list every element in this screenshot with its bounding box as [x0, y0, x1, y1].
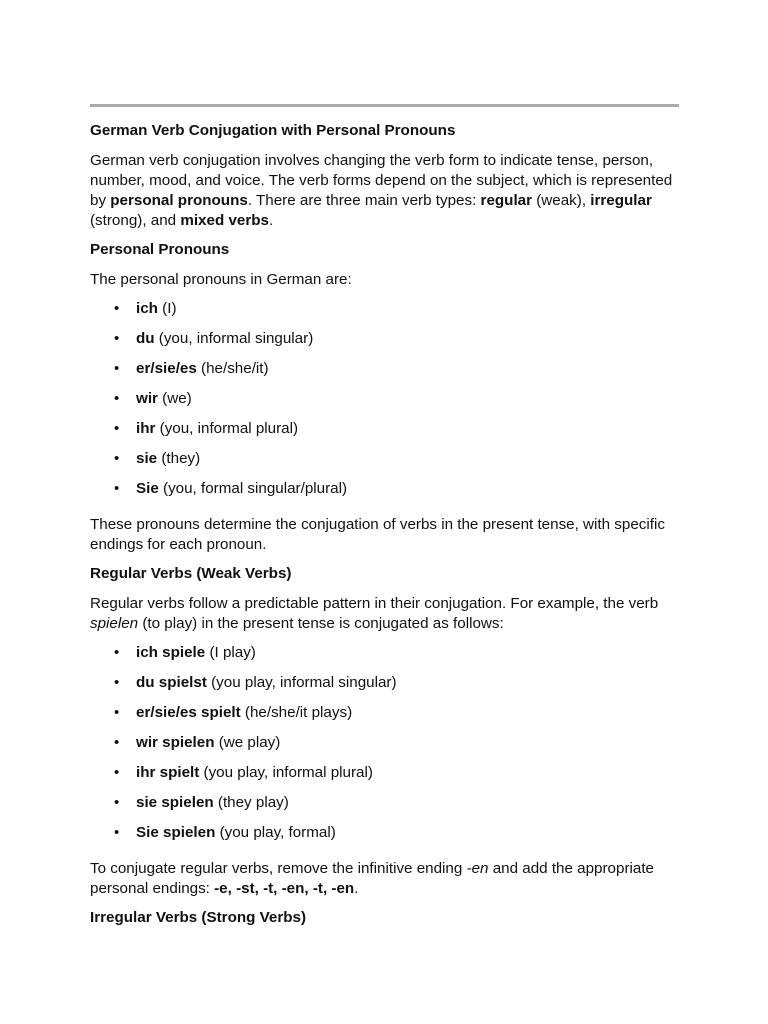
bullet-icon: • — [114, 764, 120, 781]
bullet-icon: • — [114, 390, 120, 407]
list-item — [90, 733, 680, 763]
list-item — [90, 763, 680, 793]
list-item-desc: (you play, formal) — [215, 824, 336, 841]
list-item-term: er/sie/es spielt — [136, 704, 241, 721]
list-item-desc: (you, informal plural) — [155, 420, 299, 437]
regular-lead-text-1: Regular verbs follow a predictable pattern in their conjugation. For example, the verb — [90, 595, 659, 612]
list-item-term: du spielst — [136, 674, 207, 691]
bullet-icon: • — [114, 420, 120, 437]
list-item-desc: (he/she/it) — [196, 360, 269, 377]
list-item-term: Sie spielen — [136, 824, 216, 841]
section-heading-regular-verbs: Regular Verbs (Weak Verbs) — [90, 565, 292, 582]
regular-lead-text-2: (to play) in the present tense is conjugated as follows: — [138, 615, 504, 632]
intro-text-3: (weak), — [532, 192, 591, 209]
bullet-icon: • — [114, 300, 120, 317]
list-item — [90, 359, 680, 389]
list-item-desc: (I play) — [205, 644, 256, 661]
regular-after-italic-en: -en — [466, 860, 489, 877]
list-item — [90, 643, 680, 673]
list-item-desc: (you, informal singular) — [154, 330, 314, 347]
bullet-icon: • — [114, 824, 120, 841]
list-item-desc: (he/she/it plays) — [240, 704, 353, 721]
list-item — [90, 299, 680, 329]
list-item-term: du — [136, 330, 155, 347]
intro-bold-personal-pronouns: personal pronouns — [110, 192, 248, 209]
section-heading-irregular-verbs: Irregular Verbs (Strong Verbs) — [90, 909, 307, 926]
list-item-desc: (you, formal singular/plural) — [158, 480, 348, 497]
intro-paragraph — [90, 151, 680, 231]
list-item-term: ihr — [136, 420, 156, 437]
conjugation-list — [90, 643, 680, 853]
bullet-icon: • — [114, 704, 120, 721]
pronouns-after-paragraph: These pronouns determine the conjugation of verbs in the present tense, with specific endings for each pronoun. — [90, 516, 665, 553]
document-title: German Verb Conjugation with Personal Pronouns — [90, 122, 456, 139]
list-item — [90, 389, 680, 419]
pronoun-list — [90, 299, 680, 509]
bullet-icon: • — [114, 794, 120, 811]
list-item-desc: (they) — [157, 450, 201, 467]
list-item-desc: (I) — [157, 300, 177, 317]
regular-lead-italic-spielen: spielen — [90, 615, 139, 632]
list-item-term: wir — [136, 390, 158, 407]
regular-lead-paragraph — [90, 594, 680, 634]
list-item-term: ich spiele — [136, 644, 206, 661]
pronouns-lead: The personal pronouns in German are: — [90, 271, 352, 288]
document-body — [90, 121, 680, 938]
intro-text-2: . There are three main verb types: — [247, 192, 481, 209]
list-item — [90, 329, 680, 359]
list-item — [90, 703, 680, 733]
regular-after-text-2: and add the appropriate personal endings: — [90, 860, 654, 897]
list-item-term: sie — [136, 450, 158, 467]
list-item — [90, 479, 680, 509]
list-item-desc: (you play, informal singular) — [206, 674, 397, 691]
list-item-term: Sie — [136, 480, 159, 497]
intro-bold-irregular: irregular — [590, 192, 652, 209]
list-item-term: ihr spielt — [136, 764, 200, 781]
list-item — [90, 673, 680, 703]
intro-text-4: (strong), and — [90, 212, 181, 229]
list-item-desc: (we) — [157, 390, 192, 407]
bullet-icon: • — [114, 644, 120, 661]
list-item-term: er/sie/es — [136, 360, 197, 377]
bullet-icon: • — [114, 450, 120, 467]
bullet-icon: • — [114, 480, 120, 497]
regular-after-bold-endings: -e, -st, -t, -en, -t, -en — [214, 880, 355, 897]
horizontal-rule — [90, 104, 679, 107]
bullet-icon: • — [114, 330, 120, 347]
list-item — [90, 793, 680, 823]
regular-after-text-1: To conjugate regular verbs, remove the infinitive ending — [90, 860, 467, 877]
list-item — [90, 419, 680, 449]
list-item-term: sie spielen — [136, 794, 214, 811]
bullet-icon: • — [114, 734, 120, 751]
regular-after-paragraph — [90, 859, 680, 899]
bullet-icon: • — [114, 674, 120, 691]
intro-text-1: German verb conjugation involves changing the verb form to indicate tense, person, number, mood, and voice. The verb forms depend on the subject, which is represented by — [90, 152, 673, 209]
list-item-desc: (you play, informal plural) — [199, 764, 373, 781]
intro-bold-regular: regular — [480, 192, 533, 209]
list-item — [90, 449, 680, 479]
intro-text-5: . — [268, 212, 274, 229]
list-item-term: wir spielen — [136, 734, 215, 751]
regular-after-text-3: . — [354, 880, 359, 897]
list-item-desc: (they play) — [213, 794, 289, 811]
list-item-desc: (we play) — [214, 734, 281, 751]
list-item-term: ich — [136, 300, 158, 317]
intro-bold-mixed-verbs: mixed verbs — [180, 212, 269, 229]
list-item — [90, 823, 680, 853]
section-heading-personal-pronouns: Personal Pronouns — [90, 241, 230, 258]
bullet-icon: • — [114, 360, 120, 377]
